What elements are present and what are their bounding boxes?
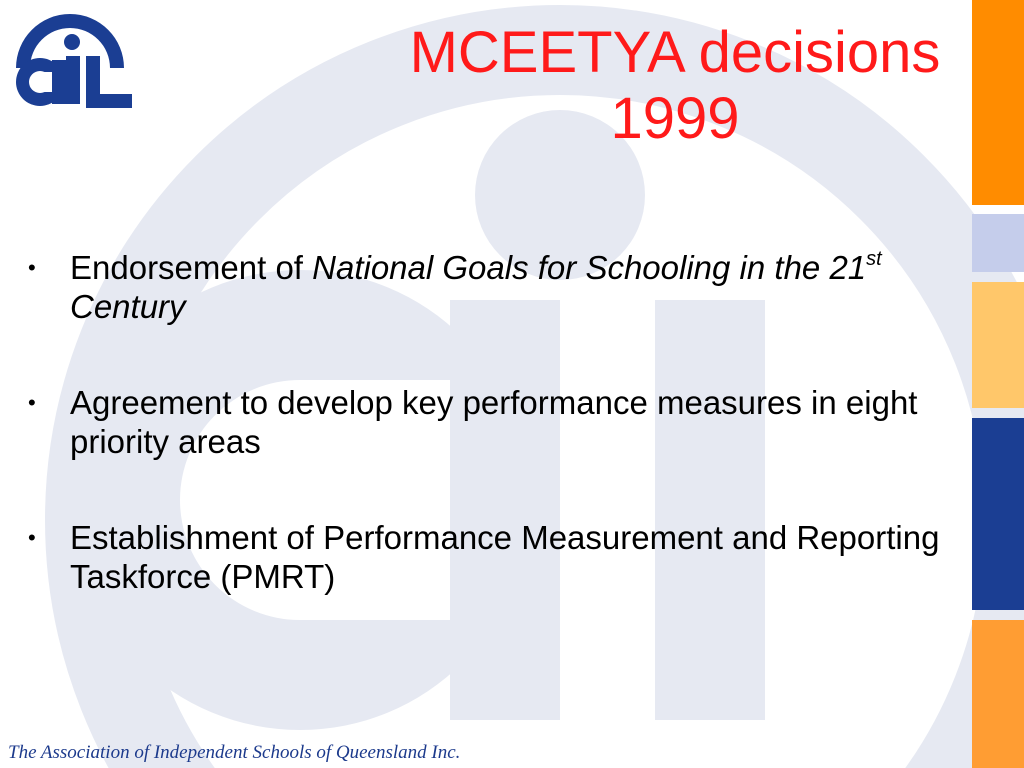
bullet-superscript: st: [866, 248, 882, 270]
bullet-emphasis-part-1: National Goals for Schooling in the 21: [312, 249, 867, 286]
stripe-light-orange: [972, 282, 1024, 408]
bullet-marker: •: [28, 255, 36, 280]
stripe-navy: [972, 418, 1024, 610]
stripe-lavender: [972, 214, 1024, 272]
bullet-emphasis-part-2: Century: [70, 288, 186, 325]
bullet-prefix: Endorsement of: [70, 249, 313, 286]
bullet-item-pmrt: [28, 518, 958, 596]
ais-logo-icon: [6, 8, 134, 124]
stripe-orange-bottom: [972, 620, 1024, 768]
slide-title-line-2: 1999: [610, 86, 740, 151]
slide-title: [380, 20, 970, 152]
bullet-marker: •: [28, 390, 36, 415]
bullet-text: Establishment of Performance Measurement and Reporting Taskforce (PMRT): [70, 519, 940, 595]
bullet-item-performance-measures: [28, 383, 958, 461]
footer-organisation-name: The Association of Independent Schools of Queensland Inc.: [8, 742, 461, 763]
slide-title-line-1: MCEETYA decisions: [409, 20, 941, 85]
bullet-marker: •: [28, 525, 36, 550]
bullet-item-goals: [28, 248, 958, 326]
decorative-stripes: [972, 0, 1024, 768]
stripe-orange: [972, 0, 1024, 205]
bullet-text: Agreement to develop key performance measures in eight priority areas: [70, 384, 918, 460]
bullet-list: [28, 248, 958, 653]
